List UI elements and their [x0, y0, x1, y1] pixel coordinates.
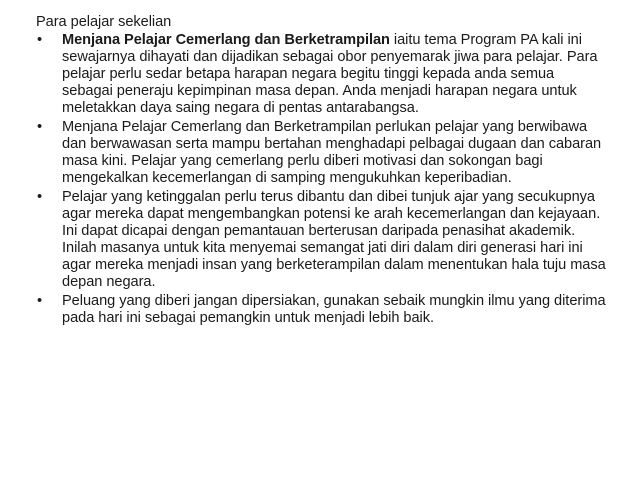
bullet-icon: • — [37, 293, 43, 309]
intro-line: Para pelajar sekelian — [36, 14, 172, 30]
bullet-item-4 — [36, 293, 606, 327]
bullet-item-2 — [36, 119, 606, 187]
bullet-item-1 — [36, 32, 606, 117]
bullet-list — [36, 32, 606, 327]
bullet-text: Pelajar yang ketinggalan perlu terus dibantu dan dibei tunjuk ajar yang secukupnya agar mereka dapat mengembangkan potensi ke arah kecemerlangan dan kejayaan. Ini dapat dicapai dengan pemantauan berterusan daripada penasihat akademik. Inilah masanya untuk kita menyemai semangat jati diri dalam diri generasi hari ini agar mereka menjadi insan yang berketerampilan dalam menentukan hala tuju masa depan negara. — [62, 189, 606, 290]
program-theme-bold: Menjana Pelajar Cemerlang dan Berketrampilan — [62, 32, 390, 48]
bullet-text: Peluang yang diberi jangan dipersiakan, gunakan sebaik mungkin ilmu yang diterima pada hari ini sebagai pemangkin untuk menjadi lebih baik. — [62, 293, 606, 326]
bullet-item-3 — [36, 189, 606, 291]
bullet-text: iaitu tema Program PA kali ini sewajarnya dihayati dan dijadikan sebagai obor penyemarak jiwa para pelajar. Para pelajar perlu sedar betapa harapan negara begitu tinggi kepada anda semua sebagai peneraju kepimpinan masa depan. Anda menjadi harapan negara untuk meletakkan daya saing negara di pentas antarabangsa. — [62, 32, 598, 116]
bullet-icon: • — [37, 189, 43, 205]
slide-body — [36, 14, 606, 329]
bullet-icon: • — [37, 119, 43, 135]
bullet-icon: • — [37, 32, 43, 48]
bullet-text: Menjana Pelajar Cemerlang dan Berketrampilan perlukan pelajar yang berwibawa dan berwawasan serta mampu bertahan menghadapi pelbagai dugaan dan cabaran masa kini. Pelajar yang cemerlang perlu diberi motivasi dan sokongan bagi mengekalkan kecemerlangan di samping mengukuhkan keperibadian. — [62, 119, 602, 186]
